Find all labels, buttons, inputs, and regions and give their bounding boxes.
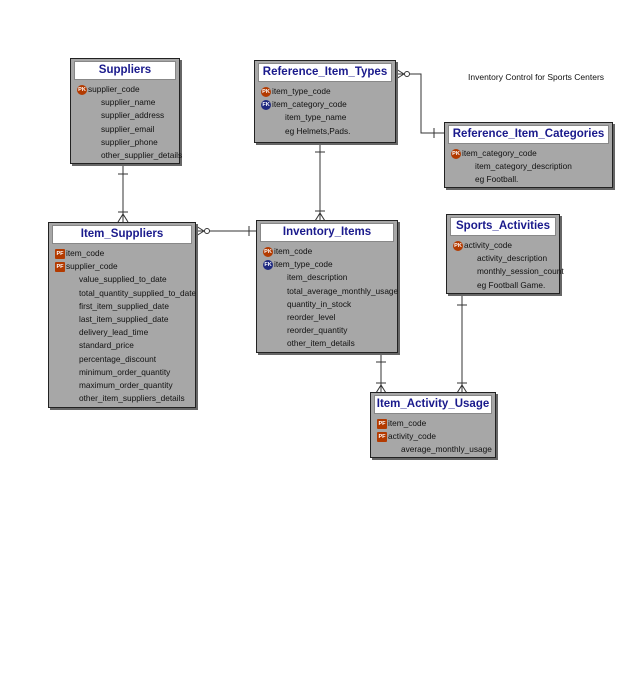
attribute-name: supplier_name [101, 97, 156, 108]
attribute-row [55, 353, 195, 366]
attribute-name: supplier_phone [101, 136, 158, 147]
attribute-name: quantity_in_stock [287, 298, 352, 309]
attribute-row [77, 83, 179, 96]
attribute-name: item_category_description [475, 161, 572, 172]
rel-ref-categories-ref-types [396, 69, 445, 138]
attribute-row [55, 260, 195, 273]
attribute-row [263, 298, 397, 311]
attribute-row [55, 392, 195, 405]
attribute-name: item_code [66, 248, 105, 258]
attribute-name: item_type_name [285, 112, 347, 123]
attribute-row [55, 300, 195, 313]
attribute-name: item_code [274, 246, 313, 256]
attribute-name: supplier_code [66, 261, 118, 272]
attribute-list [447, 236, 564, 295]
attribute-name: item_description [287, 272, 348, 283]
primary-foreign-key-icon: PF [56, 263, 64, 270]
attribute-row [453, 252, 559, 265]
attribute-list [255, 82, 395, 141]
primary-foreign-key-icon: PF [378, 420, 386, 427]
attribute-row [77, 96, 179, 109]
attribute-row [453, 279, 559, 292]
attribute-name: reorder_quantity [287, 325, 348, 336]
attribute-list [257, 242, 397, 354]
entity-title: Item_Suppliers [52, 225, 192, 244]
attribute-row [261, 85, 395, 98]
rel-ref-types-inventory-items [315, 142, 325, 221]
attribute-name: activity_description [477, 253, 548, 264]
attribute-name: activity_code [464, 240, 512, 250]
attribute-name: last_item_supplied_date [79, 313, 169, 324]
attribute-name: item_category_code [462, 148, 537, 158]
entity-title: Reference_Item_Categories [448, 125, 609, 144]
attribute-row [263, 245, 397, 258]
diagram-caption: Inventory Control for Sports Centers [468, 72, 605, 82]
attribute-name: minimum_order_quantity [79, 366, 171, 377]
attribute-row [77, 109, 179, 122]
attribute-row [377, 417, 495, 430]
attribute-name: other_item_suppliers_details [79, 393, 185, 404]
attribute-name: eg Football. [475, 174, 519, 185]
attribute-row [55, 247, 195, 260]
entity-title: Sports_Activities [450, 217, 556, 236]
attribute-row [263, 311, 397, 324]
attribute-name: item_category_code [272, 99, 347, 110]
attribute-name: eg Helmets,Pads. [285, 125, 351, 136]
entity-item-suppliers[interactable] [48, 222, 196, 408]
attribute-name: total_quantity_supplied_to_date [79, 287, 197, 298]
attribute-name: delivery_lead_time [79, 327, 149, 338]
attribute-row [263, 285, 397, 298]
attribute-name: total_average_monthly_usage [287, 285, 399, 296]
attribute-row [55, 339, 195, 352]
attribute-name: standard_price [79, 340, 134, 351]
entity-title: Suppliers [74, 61, 176, 80]
entity-suppliers[interactable] [70, 58, 183, 164]
attribute-name: item_type_code [272, 86, 331, 96]
attribute-row [453, 265, 564, 278]
attribute-name: item_code [388, 418, 427, 428]
attribute-list [445, 144, 612, 190]
attribute-row [263, 271, 397, 284]
attribute-name: value_supplied_to_date [79, 274, 167, 285]
entity-reference-item-categories[interactable] [444, 122, 613, 188]
attribute-row [263, 258, 397, 271]
attribute-row [77, 149, 183, 162]
attribute-row [55, 366, 195, 379]
primary-key-icon: PK [452, 150, 460, 157]
attribute-row [377, 443, 495, 456]
rel-sports-activities-activity-usage [457, 294, 467, 393]
primary-key-icon: PK [78, 86, 86, 93]
attribute-row [451, 160, 612, 173]
attribute-name: activity_code [388, 431, 436, 442]
attribute-name: average_monthly_usage [401, 444, 492, 455]
attribute-name: eg Football Game. [477, 279, 546, 290]
attribute-name: item_type_code [274, 259, 333, 270]
attribute-row [55, 313, 195, 326]
rel-inventory-items-activity-usage [376, 353, 386, 393]
attribute-list [49, 244, 195, 408]
attribute-row [55, 287, 195, 300]
rel-inventory-items-item-suppliers [196, 226, 257, 236]
attribute-row [451, 173, 612, 186]
entity-item-activity-usage[interactable] [370, 392, 496, 458]
entity-title: Inventory_Items [260, 223, 394, 242]
attribute-name: supplier_email [101, 123, 155, 134]
attribute-name: supplier_code [88, 84, 140, 94]
foreign-key-icon: FK [262, 101, 270, 108]
primary-key-icon: PK [262, 88, 270, 95]
attribute-name: monthly_session_count [477, 266, 564, 277]
entity-title: Item_Activity_Usage [374, 395, 492, 414]
primary-key-icon: PK [454, 242, 462, 249]
attribute-row [55, 379, 195, 392]
attribute-name: maximum_order_quantity [79, 379, 173, 390]
attribute-row [263, 337, 397, 350]
attribute-name: percentage_discount [79, 353, 157, 364]
entity-sports-activities[interactable] [446, 214, 564, 294]
attribute-name: other_item_details [287, 338, 355, 349]
attribute-row [261, 125, 395, 138]
attribute-row [263, 324, 397, 337]
primary-key-icon: PK [264, 248, 272, 255]
primary-foreign-key-icon: PF [56, 250, 64, 257]
attribute-name: supplier_address [101, 110, 165, 121]
attribute-list [371, 414, 495, 460]
attribute-row [77, 123, 179, 136]
attribute-list [71, 80, 183, 165]
attribute-row [377, 430, 495, 443]
primary-foreign-key-icon: PF [378, 433, 386, 440]
attribute-row [453, 239, 559, 252]
attribute-row [261, 111, 395, 124]
foreign-key-icon: FK [264, 261, 272, 268]
attribute-row [77, 136, 179, 149]
attribute-row [451, 147, 612, 160]
attribute-row [261, 98, 395, 111]
attribute-name: first_item_supplied_date [79, 300, 169, 311]
rel-suppliers-item-suppliers [118, 163, 128, 222]
attribute-row [55, 326, 195, 339]
attribute-row [55, 273, 195, 286]
entity-reference-item-types[interactable] [254, 60, 396, 143]
attribute-name: reorder_level [287, 311, 336, 322]
attribute-name: other_supplier_details [101, 149, 183, 160]
entity-inventory-items[interactable] [256, 220, 398, 353]
entity-title: Reference_Item_Types [258, 63, 392, 82]
